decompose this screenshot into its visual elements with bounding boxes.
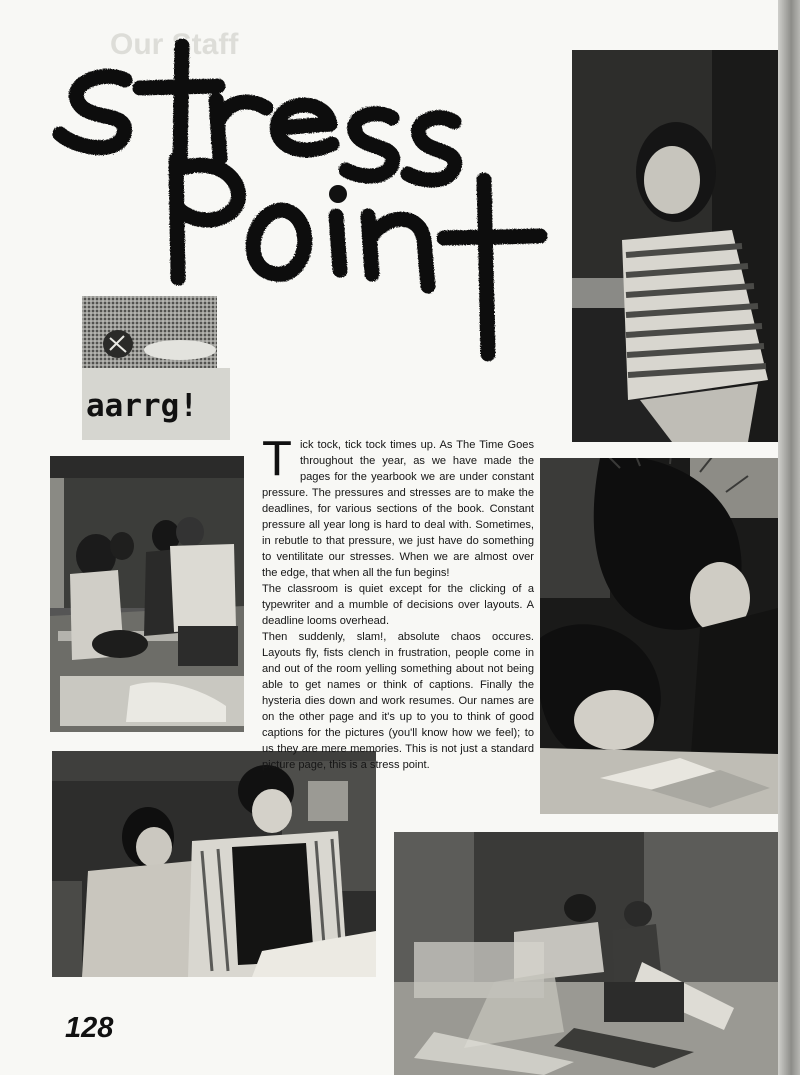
binding-gutter — [778, 0, 800, 1075]
stamp-text: aarrg! — [86, 388, 198, 424]
photo-heads-on-desk — [540, 458, 778, 814]
article-dropcap: T — [262, 432, 292, 486]
bleed-through-text: Our Staff — [110, 28, 239, 61]
article-body — [262, 432, 534, 773]
photo-classroom-group — [50, 456, 244, 732]
photo-student-striped-sweater — [572, 50, 778, 442]
photo-motion-blur-chair — [394, 832, 778, 1075]
article-paragraph-1: ick tock, tick tock times up. As The Time Goes throughout the year, as we have made the pages for the yearbook we are under constant pressure. The pressures and stresses are to make the deadlines, for various sections of the book. Constant pressure all year long is hard to deal with. Sometimes, in rebutle to that pressure, we just have do something to ventilitate our stresses. When we are almost over the edge, that when all the fun begins! — [262, 439, 534, 579]
article-paragraph-3: Then suddenly, slam!, absolute chaos occures. Layouts fly, fists clench in frustration, people come in and out of the room yelling something about not being able to get names or think of captions. Finally the hysteria dies down and work resumes. Our names are on the other page and it's up to you to think of good captions for the pictures (you'll know how we feel); to us they are mere memories. This is not just a standard picture page, this is a stress point. — [262, 631, 534, 771]
article-paragraph-2: The classroom is quiet except for the clicking of a typewriter and a mumble of decisions over layouts. A deadline looms overhead. — [262, 583, 534, 627]
page-number: 128 — [65, 1012, 114, 1044]
photo-students-at-layout-table — [52, 751, 376, 977]
aarrg-stamp — [80, 294, 230, 444]
